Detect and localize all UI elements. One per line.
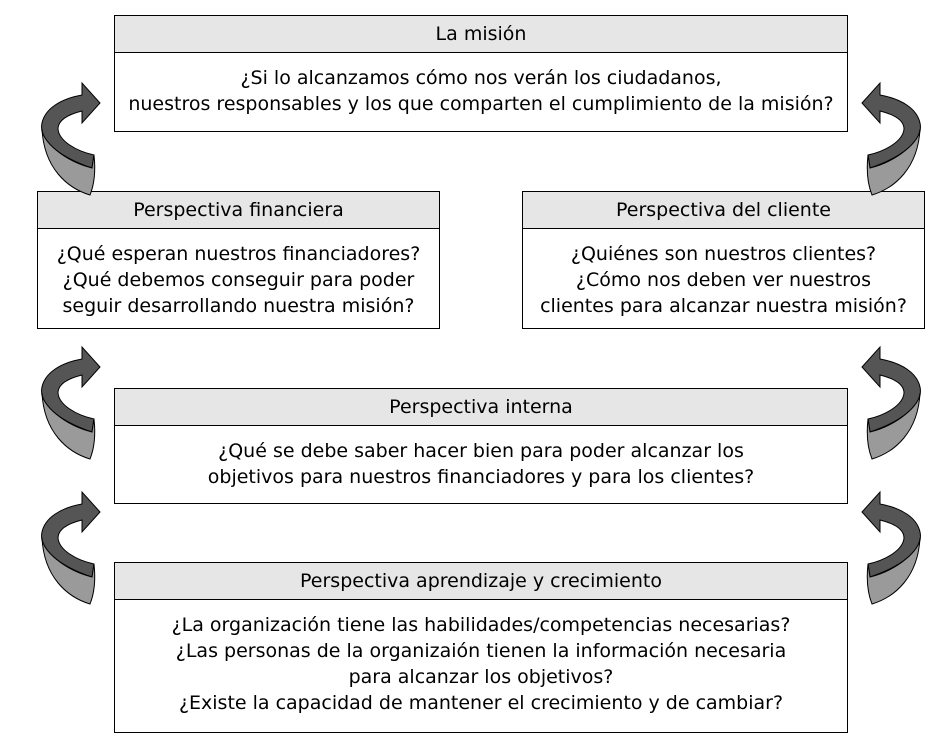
internal-perspective-text	[115, 426, 847, 490]
financial-perspective-text	[38, 229, 439, 319]
financial-perspective-box	[37, 191, 440, 329]
internal-line: ¿Qué se debe saber hacer bien para poder alcanzar los	[218, 440, 744, 462]
curved-arrow-left-icon	[32, 337, 102, 467]
internal-line: objetivos para nuestros financiadores y para los clientes?	[207, 466, 755, 488]
mission-title: La misión	[115, 16, 847, 53]
learning-line: ¿Existe la capacidad de mantener el crecimiento y de cambiar?	[178, 692, 784, 714]
mission-text	[115, 53, 847, 117]
mission-line: ¿Si lo alcanzamos cómo nos verán los ciudadanos,	[240, 67, 722, 89]
financial-perspective-title: Perspectiva financiera	[38, 192, 439, 229]
financial-line: seguir desarrollando nuestra misión?	[62, 295, 415, 317]
curved-arrow-right-icon	[860, 482, 930, 612]
learning-line: ¿La organización tiene las habilidades/competencias necesarias?	[171, 614, 791, 636]
learning-line: para alcanzar los objetivos?	[348, 666, 614, 688]
curved-arrow-left-icon	[32, 73, 102, 203]
internal-perspective-title: Perspectiva interna	[115, 389, 847, 426]
curved-arrow-left-icon	[32, 482, 102, 612]
financial-line: ¿Qué esperan nuestros financiadores?	[56, 243, 421, 265]
customer-perspective-text	[523, 229, 924, 319]
customer-perspective-box	[522, 191, 925, 329]
curved-arrow-right-icon	[860, 337, 930, 467]
customer-perspective-title: Perspectiva del cliente	[523, 192, 924, 229]
curved-arrow-right-icon	[860, 73, 930, 203]
mission-line: nuestros responsables y los que comparten el cumplimiento de la misión?	[128, 93, 834, 115]
learning-growth-perspective-text	[115, 600, 847, 716]
internal-perspective-box	[114, 388, 848, 504]
customer-line: ¿Cómo nos deben ver nuestros	[575, 269, 872, 291]
customer-line: ¿Quiénes son nuestros clientes?	[570, 243, 877, 265]
customer-line: clientes para alcanzar nuestra misión?	[540, 295, 907, 317]
mission-box	[114, 15, 848, 132]
learning-growth-perspective-box	[114, 562, 848, 733]
learning-line: ¿Las personas de la organizaión tienen la información necesaria	[175, 640, 787, 662]
financial-line: ¿Qué debemos conseguir para poder	[62, 269, 415, 291]
learning-growth-perspective-title: Perspectiva aprendizaje y crecimiento	[115, 563, 847, 600]
